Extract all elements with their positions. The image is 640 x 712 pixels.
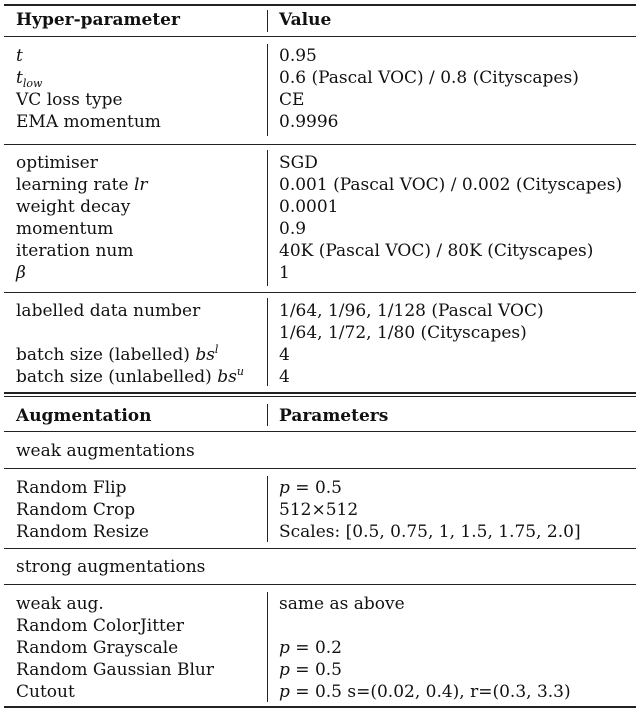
table-row — [4, 322, 636, 344]
aug-value: p = 0.2 — [279, 638, 342, 658]
hyperparameter-header: Hyper-parameter — [16, 10, 180, 30]
table-row — [4, 174, 636, 196]
header2-rule — [4, 431, 636, 432]
table-row — [4, 615, 636, 637]
table-row — [4, 240, 636, 262]
augmentation-header: Augmentation — [16, 406, 152, 426]
param-value: 0.001 (Pascal VOC) / 0.002 (Cityscapes) — [279, 175, 623, 195]
weak-augmentations-title: weak augmentations — [16, 441, 195, 461]
group1-rule — [4, 144, 636, 145]
table-row — [4, 659, 636, 681]
table-row — [4, 45, 636, 67]
param-name: VC loss type — [16, 90, 123, 110]
param-value: 0.9 — [279, 219, 307, 239]
table-row — [4, 499, 636, 521]
header-row — [4, 9, 636, 31]
aug-value: same as above — [279, 594, 405, 614]
table-row — [4, 366, 636, 388]
table-row — [4, 344, 636, 366]
param-name: iteration num — [16, 241, 134, 261]
value-header: Value — [279, 10, 332, 30]
param-name: batch size (unlabelled) $bs^u$ — [16, 365, 244, 387]
weak-title-rule — [4, 468, 636, 469]
table-row — [4, 111, 636, 133]
aug-name: Random Grayscale — [16, 638, 179, 658]
param-name: β — [16, 263, 26, 283]
section-title-row — [4, 440, 636, 462]
param-value: 0.0001 — [279, 197, 339, 217]
table-row — [4, 218, 636, 240]
table-row — [4, 477, 636, 499]
aug-name: Random Crop — [16, 500, 136, 520]
strong-augmentations-title: strong augmentations — [16, 557, 206, 577]
table-row — [4, 593, 636, 615]
table-row — [4, 196, 636, 218]
parameters-header: Parameters — [279, 406, 389, 426]
section-rule-b — [4, 396, 636, 397]
table-row — [4, 681, 636, 703]
table-row — [4, 67, 636, 89]
table-row — [4, 152, 636, 174]
aug-value: 512×512 — [279, 500, 359, 520]
section-title-row — [4, 556, 636, 578]
aug-name: Random Gaussian Blur — [16, 660, 214, 680]
strong-title-rule — [4, 584, 636, 585]
header1-rule — [4, 36, 636, 37]
param-name: labelled data number — [16, 301, 201, 321]
param-name: learning rate lr — [16, 175, 148, 195]
param-name: weight decay — [16, 197, 131, 217]
param-value: 40K (Pascal VOC) / 80K (Cityscapes) — [279, 241, 594, 261]
aug-name: Cutout — [16, 682, 75, 702]
aug-value: p = 0.5 — [279, 660, 342, 680]
table-row — [4, 521, 636, 543]
param-value: 1/64, 1/96, 1/128 (Pascal VOC) — [279, 301, 544, 321]
table-row — [4, 262, 636, 284]
param-value: CE — [279, 90, 305, 110]
header-row — [4, 405, 636, 427]
param-value: SGD — [279, 153, 318, 173]
param-name: t — [16, 46, 23, 66]
aug-name: Random ColorJitter — [16, 616, 185, 636]
weak-group-rule — [4, 548, 636, 549]
param-value: 4 — [279, 367, 290, 387]
param-value: 0.95 — [279, 46, 317, 66]
param-value: 4 — [279, 345, 290, 365]
param-value: 0.9996 — [279, 112, 339, 132]
param-name: batch size (labelled) $bs^l$ — [16, 343, 219, 365]
aug-name: Random Resize — [16, 522, 149, 542]
param-name: optimiser — [16, 153, 98, 173]
param-value: 0.6 (Pascal VOC) / 0.8 (Cityscapes) — [279, 68, 579, 88]
table-row — [4, 89, 636, 111]
aug-name: Random Flip — [16, 478, 127, 498]
top-rule — [4, 4, 636, 6]
param-name: EMA momentum — [16, 112, 161, 132]
aug-value: p = 0.5 s=(0.02, 0.4), r=(0.3, 3.3) — [279, 682, 571, 702]
param-value: 1/64, 1/72, 1/80 (Cityscapes) — [279, 323, 527, 343]
param-name: momentum — [16, 219, 114, 239]
section-rule-a — [4, 392, 636, 394]
aug-value: Scales: [0.5, 0.75, 1, 1.5, 1.75, 2.0] — [279, 522, 581, 542]
aug-value: p = 0.5 — [279, 478, 342, 498]
table-row — [4, 637, 636, 659]
param-value: 1 — [279, 263, 290, 283]
param-name: $t_{low}$ — [16, 68, 43, 90]
bottom-rule — [4, 706, 636, 708]
aug-name: weak aug. — [16, 594, 104, 614]
group2-rule — [4, 292, 636, 293]
table-row — [4, 300, 636, 322]
